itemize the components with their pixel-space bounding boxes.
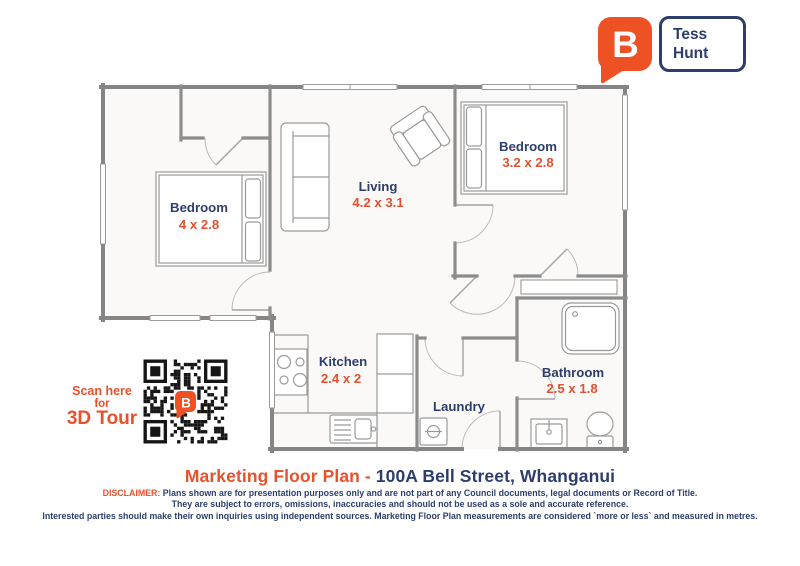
room-label-living-dims: 4.2 x 3.1: [352, 195, 404, 210]
disclaimer-line2: They are subject to errors, omissions, inaccuracies and should not be used as a sole and accurate reference.: [171, 499, 629, 510]
room-label-laundry-name: Laundry: [432, 399, 486, 414]
room-label-bedroom2-dims: 3.2 x 2.8: [502, 155, 554, 170]
scan-line3: 3D Tour: [66, 408, 138, 429]
agent-last-name: Hunt: [673, 45, 709, 62]
disclaimer-label: DISCLAIMER:: [102, 488, 161, 498]
wardrobe-cupboard: [521, 280, 617, 294]
disclaimer-line3: Interested parties should make their own inquiries using independent sources. Marketing Floor Plan measurements are considered `more or less` and measured in metres.: [42, 510, 758, 521]
scan-line1: Scan here: [72, 384, 132, 398]
brand-logo: [598, 17, 652, 83]
stove-icon: [274, 349, 307, 395]
vanity-icon: [531, 419, 567, 448]
fridge-pantry-icon: [377, 334, 413, 413]
logo-letter: B: [612, 24, 639, 65]
page-title: [0, 466, 800, 487]
room-label-bathroom-dims: 2.5 x 1.8: [546, 381, 598, 396]
couch-icon: [281, 123, 329, 231]
room-label-bedroom2-name: Bedroom: [499, 139, 557, 154]
disclaimer-line1: [0, 488, 800, 499]
toilet-icon: [587, 412, 613, 448]
qr-code: [144, 360, 228, 444]
room-label-bathroom-name: Bathroom: [541, 365, 605, 380]
washing-machine-icon: [420, 418, 447, 445]
sink-icon: [330, 415, 377, 443]
agent-first-name: Tess: [673, 26, 708, 43]
scan-text-block: [67, 384, 138, 429]
room-label-living-name: Living: [358, 179, 398, 194]
disclaimer-block: [0, 488, 800, 522]
disclaimer-text1: Plans shown are for presentation purposes only and are not part of any Council documents, legal documents or Record of Title.: [162, 488, 698, 498]
shower-icon: [562, 303, 619, 354]
agent-name-box: [659, 16, 746, 72]
room-label-kitchen-name: Kitchen: [318, 354, 368, 369]
page-title-highlight: Marketing Floor Plan -: [184, 466, 376, 486]
page-title-address: 100A Bell Street, Whanganui: [375, 466, 616, 486]
room-label-kitchen-dims: 2.4 x 2: [320, 371, 362, 386]
scan-line2: for: [94, 398, 110, 410]
qr-logo-letter: B: [181, 395, 191, 411]
room-label-bedroom1-name: Bedroom: [170, 200, 228, 215]
room-label-bedroom1-dims: 4 x 2.8: [178, 217, 220, 232]
